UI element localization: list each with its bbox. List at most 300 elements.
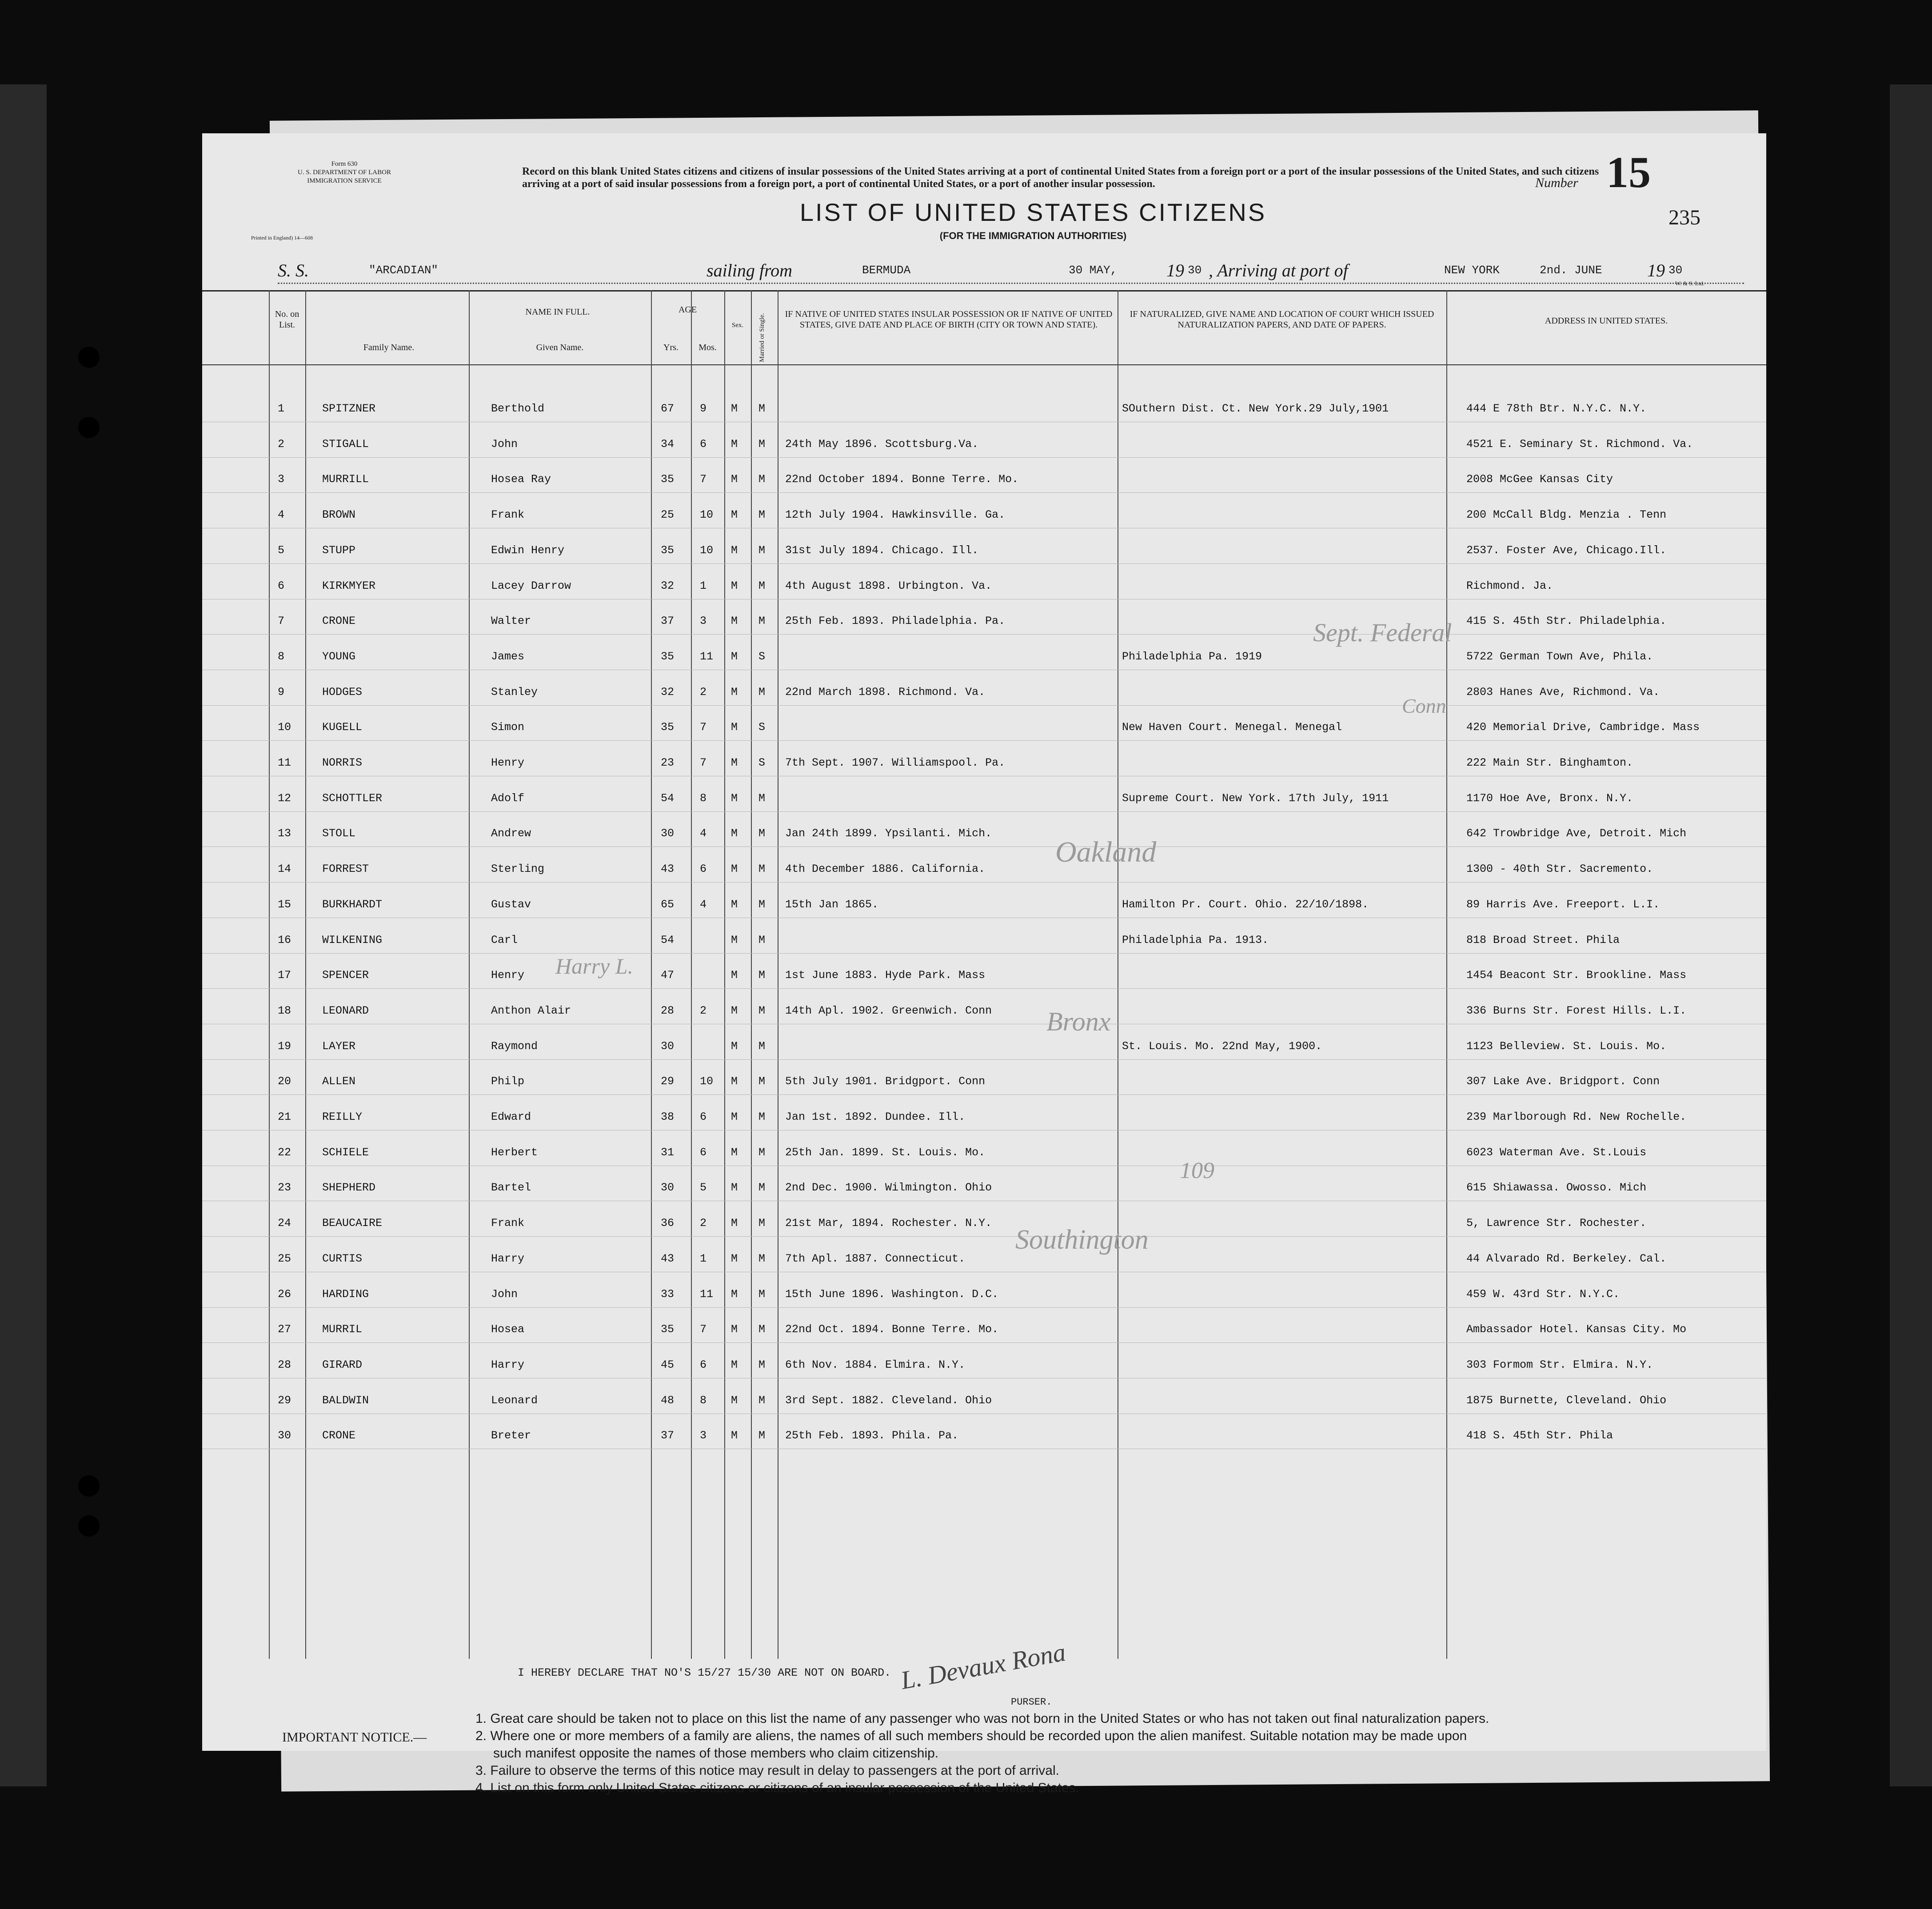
naturalization-info: St. Louis. Mo. 22nd May, 1900.	[1122, 1040, 1322, 1053]
arrival-port: NEW YORK	[1444, 264, 1500, 277]
us-address: 44 Alvarado Rd. Berkeley. Cal.	[1466, 1252, 1667, 1265]
age-months: 6	[700, 438, 707, 451]
birth-info: 22nd October 1894. Bonne Terre. Mo.	[785, 473, 1019, 486]
notice-item: 2. Where one or more members of a family are aliens, the names of all such members should be recorded upon the alien manifest. Suitable notation may be made upon	[475, 1729, 1467, 1743]
age-years: 35	[661, 1323, 675, 1336]
sex: M	[731, 615, 738, 627]
birth-info: 15th June 1896. Washington. D.C.	[785, 1288, 999, 1301]
row-rule	[202, 953, 1766, 954]
sex: M	[731, 579, 738, 592]
age-months: 3	[700, 1429, 707, 1442]
sailing-label: sailing from	[707, 260, 792, 280]
us-address: 89 Harris Ave. Freeport. L.I.	[1466, 898, 1660, 911]
age-years: 38	[661, 1110, 675, 1123]
sex: M	[731, 1004, 738, 1017]
row-number: 14	[278, 863, 291, 875]
family-name: REILLY	[322, 1110, 363, 1123]
sex: M	[731, 1358, 738, 1371]
family-name: HODGES	[322, 686, 363, 699]
us-address: 307 Lake Ave. Bridgport. Conn	[1466, 1075, 1660, 1088]
row-number: 7	[278, 615, 285, 627]
age-months: 1	[700, 579, 707, 592]
sex: M	[731, 1181, 738, 1194]
age-years: 35	[661, 544, 675, 557]
family-name: SPITZNER	[322, 402, 376, 415]
birth-info: 31st July 1894. Chicago. Ill.	[785, 544, 979, 557]
from-port: BERMUDA	[862, 264, 911, 277]
age-months: 6	[700, 1146, 707, 1159]
us-address: 2008 McGee Kansas City	[1466, 473, 1613, 486]
header-no-on-list: No. on List.	[275, 309, 299, 330]
row-number: 10	[278, 721, 291, 734]
notice-item: 4. List on this form only United States citizens or citizens of an insular possession of the United States.	[475, 1781, 1080, 1795]
age-months: 7	[700, 721, 707, 734]
header-sex: Sex.	[731, 322, 744, 329]
age-months: 8	[700, 792, 707, 805]
sex: M	[731, 508, 738, 521]
us-address: 239 Marlborough Rd. New Rochelle.	[1466, 1110, 1687, 1123]
row-number: 12	[278, 792, 291, 805]
age-years: 43	[661, 1252, 675, 1265]
row-number: 3	[278, 473, 285, 486]
us-address: 615 Shiawassa. Owosso. Mich	[1466, 1181, 1647, 1194]
marital-status: M	[758, 1323, 766, 1336]
marital-status: M	[758, 1429, 766, 1442]
given-name: Raymond	[491, 1040, 538, 1053]
age-years: 36	[661, 1217, 675, 1230]
age-years: 32	[661, 686, 675, 699]
sex: M	[731, 969, 738, 982]
given-name: Herbert	[491, 1146, 538, 1159]
age-years: 33	[661, 1288, 675, 1301]
birth-info: Jan 1st. 1892. Dundee. Ill.	[785, 1110, 966, 1123]
marital-status: M	[758, 1075, 766, 1088]
sex: M	[731, 1323, 738, 1336]
age-years: 25	[661, 508, 675, 521]
given-name: Harry	[491, 1358, 525, 1371]
marital-status: M	[758, 969, 766, 982]
record-instructions: Record on this blank United States citizens and citizens of insular possessions of the United States arriving at a port of continental United States from a foreign port or a port of the insular possessions of the United States, and such citizens arriving at a port of said insular possessions from a foreign port, a port of continental United States, or a port of another insular possession.	[522, 166, 1599, 190]
us-address: 818 Broad Street. Phila	[1466, 934, 1620, 947]
sex: M	[731, 792, 738, 805]
us-address: 5722 German Town Ave, Phila.	[1466, 650, 1653, 663]
row-number: 22	[278, 1146, 291, 1159]
sex: M	[731, 863, 738, 875]
birth-info: 4th August 1898. Urbington. Va.	[785, 579, 992, 592]
birth-info: 22nd March 1898. Richmond. Va.	[785, 686, 986, 699]
marital-status: M	[758, 1217, 766, 1230]
family-name: YOUNG	[322, 650, 356, 663]
given-name: Edwin Henry	[491, 544, 565, 557]
given-name: Berthold	[491, 402, 545, 415]
ss-label: S. S.	[278, 260, 309, 280]
birth-info: 4th December 1886. California.	[785, 863, 986, 875]
row-rule	[202, 988, 1766, 989]
marital-status: M	[758, 579, 766, 592]
us-address: 5, Lawrence Str. Rochester.	[1466, 1217, 1647, 1230]
given-name: Frank	[491, 508, 525, 521]
row-number: 2	[278, 438, 285, 451]
given-name: Philp	[491, 1075, 525, 1088]
handwritten-note: Bronx	[1046, 1007, 1111, 1036]
given-name: Edward	[491, 1110, 531, 1123]
header-naturalization: IF NATURALIZED, GIVE NAME AND LOCATION OF COURT WHICH ISSUED NATURALIZATION PAPERS, AND DATE OF PAPERS.	[1130, 309, 1434, 330]
printed-note: Printed in England) 14—608	[251, 235, 313, 241]
us-address: Ambassador Hotel. Kansas City. Mo	[1466, 1323, 1687, 1336]
given-name: Sterling	[491, 863, 545, 875]
naturalization-info: Philadelphia Pa. 1919	[1122, 650, 1262, 663]
us-address: 6023 Waterman Ave. St.Louis	[1466, 1146, 1647, 1159]
row-number: 13	[278, 827, 291, 840]
family-name: LAYER	[322, 1040, 356, 1053]
marital-status: M	[758, 1288, 766, 1301]
us-address: Richmond. Ja.	[1466, 579, 1553, 592]
age-years: 54	[661, 934, 675, 947]
sex: M	[731, 686, 738, 699]
naturalization-info: Hamilton Pr. Court. Ohio. 22/10/1898.	[1122, 898, 1369, 911]
birth-info: 25th Jan. 1899. St. Louis. Mo.	[785, 1146, 986, 1159]
notice-label: IMPORTANT NOTICE.—	[282, 1730, 427, 1745]
list-number: 15	[1606, 148, 1651, 197]
sailing-year: 30	[1188, 264, 1202, 277]
marital-status: M	[758, 473, 766, 486]
marital-status: M	[758, 686, 766, 699]
birth-info: 12th July 1904. Hawkinsville. Ga.	[785, 508, 1006, 521]
birth-info: 7th Apl. 1887. Connecticut.	[785, 1252, 966, 1265]
purser-signature: L. Devaux Rona	[898, 1637, 1068, 1695]
us-address: 1123 Belleview. St. Louis. Mo.	[1466, 1040, 1667, 1053]
sex: M	[731, 544, 738, 557]
marital-status: M	[758, 1004, 766, 1017]
row-number: 18	[278, 1004, 291, 1017]
notice-list	[475, 1710, 1764, 1797]
sex: M	[731, 402, 738, 415]
manifest-page	[202, 133, 1766, 1795]
row-rule	[202, 882, 1766, 883]
printer-code: W. & S. Ltd.	[1675, 280, 1704, 287]
age-years: 30	[661, 1181, 675, 1194]
marital-status: M	[758, 508, 766, 521]
sex: M	[731, 827, 738, 840]
form-service: IMMIGRATION SERVICE	[307, 177, 382, 184]
marital-status: M	[758, 438, 766, 451]
row-number: 24	[278, 1217, 291, 1230]
family-name: HARDING	[322, 1288, 369, 1301]
age-months: 6	[700, 1358, 707, 1371]
marital-status: M	[758, 544, 766, 557]
row-number: 15	[278, 898, 291, 911]
handwritten-note: Southington	[1015, 1225, 1149, 1255]
marital-status: M	[758, 1394, 766, 1407]
family-name: LEONARD	[322, 1004, 369, 1017]
family-name: STIGALL	[322, 438, 369, 451]
sex: M	[731, 898, 738, 911]
age-months: 7	[700, 1323, 707, 1336]
marital-status: M	[758, 1146, 766, 1159]
us-address: 420 Memorial Drive, Cambridge. Mass	[1466, 721, 1700, 734]
row-number: 1	[278, 402, 285, 415]
sex: M	[731, 438, 738, 451]
birth-info: 15th Jan 1865.	[785, 898, 879, 911]
header-family-name: Family Name.	[363, 343, 415, 352]
notice-item: 3. Failure to observe the terms of this notice may result in delay to passengers at the port of arrival.	[475, 1763, 1059, 1778]
naturalization-info: Supreme Court. New York. 17th July, 1911	[1122, 792, 1389, 805]
given-name: John	[491, 1288, 518, 1301]
given-name: Harry	[491, 1252, 525, 1265]
row-number: 20	[278, 1075, 291, 1088]
family-name: STOLL	[322, 827, 356, 840]
birth-info: Jan 24th 1899. Ypsilanti. Mich.	[785, 827, 992, 840]
given-name: Hosea	[491, 1323, 525, 1336]
age-years: 37	[661, 615, 675, 627]
age-months: 5	[700, 1181, 707, 1194]
sheet-number: 235	[1669, 206, 1700, 229]
row-rule	[202, 563, 1766, 564]
age-months: 8	[700, 1394, 707, 1407]
given-name: Frank	[491, 1217, 525, 1230]
given-name: Anthon Alair	[491, 1004, 571, 1017]
age-months: 4	[700, 898, 707, 911]
given-name: Andrew	[491, 827, 531, 840]
ship-name: "ARCADIAN"	[369, 264, 439, 277]
family-name: SHEPHERD	[322, 1181, 376, 1194]
age-months: 2	[700, 1217, 707, 1230]
sex: M	[731, 1288, 738, 1301]
row-rule	[202, 1059, 1766, 1060]
handwritten-note: Harry L.	[555, 954, 634, 978]
marital-status: M	[758, 1110, 766, 1123]
row-rule	[202, 457, 1766, 458]
number-label: Number	[1535, 176, 1578, 190]
row-rule	[202, 1094, 1766, 1095]
row-number: 29	[278, 1394, 291, 1407]
age-months: 9	[700, 402, 707, 415]
scan-border-left	[0, 84, 47, 1786]
row-rule	[202, 634, 1766, 635]
sailing-date: 30 MAY,	[1069, 264, 1118, 277]
row-rule	[202, 705, 1766, 706]
marital-status: M	[758, 792, 766, 805]
birth-info: 1st June 1883. Hyde Park. Mass	[785, 969, 986, 982]
us-address: 2803 Hanes Ave, Richmond. Va.	[1466, 686, 1660, 699]
given-name: John	[491, 438, 518, 451]
us-address: 1170 Hoe Ave, Bronx. N.Y.	[1466, 792, 1633, 805]
sex: M	[731, 1252, 738, 1265]
us-address: 200 McCall Bldg. Menzia . Tenn	[1466, 508, 1667, 521]
page-title: LIST OF UNITED STATES CITIZENS	[799, 198, 1267, 226]
given-name: Simon	[491, 721, 525, 734]
age-months: 7	[700, 756, 707, 769]
naturalization-info: Philadelphia Pa. 1913.	[1122, 934, 1269, 947]
form-department: U. S. DEPARTMENT OF LABOR	[298, 169, 391, 176]
birth-info: 14th Apl. 1902. Greenwich. Conn	[785, 1004, 992, 1017]
row-number: 6	[278, 579, 285, 592]
marital-status: S	[758, 721, 766, 734]
family-name: GIRARD	[322, 1358, 363, 1371]
purser-label: PURSER.	[1011, 1697, 1052, 1708]
notice-item: such manifest opposite the names of those members who claim citizenship.	[493, 1746, 939, 1761]
age-years: 48	[661, 1394, 675, 1407]
family-name: SCHOTTLER	[322, 792, 383, 805]
handwritten-note: Sept. Federal	[1313, 618, 1452, 647]
us-address: 2537. Foster Ave, Chicago.Ill.	[1466, 544, 1667, 557]
sex: M	[731, 650, 738, 663]
age-months: 11	[700, 1288, 714, 1301]
arrival-date: 2nd. JUNE	[1540, 264, 1602, 277]
marital-status: M	[758, 1358, 766, 1371]
given-name: Adolf	[491, 792, 525, 805]
age-years: 28	[661, 1004, 675, 1017]
given-name: Leonard	[491, 1394, 538, 1407]
age-years: 54	[661, 792, 675, 805]
row-number: 4	[278, 508, 285, 521]
given-name: Bartel	[491, 1181, 531, 1194]
age-years: 30	[661, 1040, 675, 1053]
birth-info: 3rd Sept. 1882. Cleveland. Ohio	[785, 1394, 992, 1407]
row-rule	[202, 1236, 1766, 1237]
age-months: 6	[700, 1110, 707, 1123]
age-months: 1	[700, 1252, 707, 1265]
family-name: BALDWIN	[322, 1394, 369, 1407]
header-given-name: Given Name.	[536, 343, 584, 352]
marital-status: M	[758, 1181, 766, 1194]
sex: M	[731, 1146, 738, 1159]
marital-status: S	[758, 650, 766, 663]
age-years: 34	[661, 438, 675, 451]
us-address: 418 S. 45th Str. Phila	[1466, 1429, 1613, 1442]
family-name: CRONE	[322, 1429, 356, 1442]
age-months: 4	[700, 827, 707, 840]
sex: M	[731, 721, 738, 734]
row-number: 17	[278, 969, 291, 982]
age-months: 11	[700, 650, 714, 663]
age-years: 29	[661, 1075, 675, 1088]
birth-info: 2nd Dec. 1900. Wilmington. Ohio	[785, 1181, 992, 1194]
age-months: 3	[700, 615, 707, 627]
header-birth-info: IF NATIVE OF UNITED STATES INSULAR POSSESSION OR IF NATIVE OF UNITED STATES, GIVE DATE AND PLACE OF BIRTH (CITY OR TOWN AND STATE).	[785, 309, 1113, 330]
row-number: 5	[278, 544, 285, 557]
age-years: 35	[661, 473, 675, 486]
given-name: Stanley	[491, 686, 538, 699]
naturalization-info: SOuthern Dist. Ct. New York.29 July,1901	[1122, 402, 1389, 415]
age-months: 2	[700, 1004, 707, 1017]
row-number: 9	[278, 686, 285, 699]
row-rule	[202, 492, 1766, 493]
given-name: Walter	[491, 615, 531, 627]
given-name: Henry	[491, 756, 525, 769]
age-years: 43	[661, 863, 675, 875]
given-name: Hosea Ray	[491, 473, 551, 486]
given-name: Henry	[491, 969, 525, 982]
us-address: 336 Burns Str. Forest Hills. L.I.	[1466, 1004, 1687, 1017]
row-rule	[202, 1342, 1766, 1343]
age-years: 35	[661, 721, 675, 734]
given-name: Lacey Darrow	[491, 579, 571, 592]
family-name: KIRKMYER	[322, 579, 376, 592]
row-rule	[202, 1307, 1766, 1308]
sex: M	[731, 1394, 738, 1407]
arriving-label: , Arriving at port of	[1209, 260, 1348, 280]
header-age-months: Mos.	[699, 343, 717, 352]
header-address: ADDRESS IN UNITED STATES.	[1545, 316, 1668, 326]
family-name: MURRILL	[322, 473, 369, 486]
family-name: BURKHARDT	[322, 898, 383, 911]
handwritten-note: Conn	[1402, 695, 1446, 717]
birth-info: 22nd Oct. 1894. Bonne Terre. Mo.	[785, 1323, 999, 1336]
age-years: 31	[661, 1146, 675, 1159]
sex: M	[731, 756, 738, 769]
given-name: Carl	[491, 934, 518, 947]
us-address: 222 Main Str. Binghamton.	[1466, 756, 1633, 769]
us-address: 415 S. 45th Str. Philadelphia.	[1466, 615, 1667, 627]
row-number: 26	[278, 1288, 291, 1301]
row-number: 11	[278, 756, 291, 769]
age-months: 10	[700, 508, 714, 521]
age-years: 30	[661, 827, 675, 840]
punch-hole	[78, 1475, 100, 1497]
sex: M	[731, 934, 738, 947]
row-number: 21	[278, 1110, 291, 1123]
birth-info: 24th May 1896. Scottsburg.Va.	[785, 438, 979, 451]
age-years: 67	[661, 402, 675, 415]
marital-status: M	[758, 898, 766, 911]
birth-info: 21st Mar, 1894. Rochester. N.Y.	[785, 1217, 992, 1230]
family-name: FORREST	[322, 863, 369, 875]
family-name: SPENCER	[322, 969, 369, 982]
marital-status: M	[758, 863, 766, 875]
marital-status: M	[758, 1040, 766, 1053]
naturalization-info: New Haven Court. Menegal. Menegal	[1122, 721, 1342, 734]
family-name: WILKENING	[322, 934, 383, 947]
birth-info: 5th July 1901. Bridgport. Conn	[785, 1075, 986, 1088]
family-name: BROWN	[322, 508, 356, 521]
us-address: 1300 - 40th Str. Sacremento.	[1466, 863, 1653, 875]
age-years: 32	[661, 579, 675, 592]
us-address: 1875 Burnette, Cleveland. Ohio	[1466, 1394, 1667, 1407]
marital-status: M	[758, 615, 766, 627]
row-rule	[202, 811, 1766, 812]
family-name: NORRIS	[322, 756, 363, 769]
birth-info: 6th Nov. 1884. Elmira. N.Y.	[785, 1358, 966, 1371]
us-address: 642 Trowbridge Ave, Detroit. Mich	[1466, 827, 1687, 840]
marital-status: M	[758, 1252, 766, 1265]
header-married-single: Married or Single.	[758, 313, 766, 362]
given-name: Breter	[491, 1429, 531, 1442]
row-number: 16	[278, 934, 291, 947]
family-name: MURRIL	[322, 1323, 363, 1336]
row-number: 23	[278, 1181, 291, 1194]
marital-status: S	[758, 756, 766, 769]
sex: M	[731, 1217, 738, 1230]
sex: M	[731, 1110, 738, 1123]
marital-status: M	[758, 934, 766, 947]
header-age: AGE	[678, 305, 697, 315]
row-number: 19	[278, 1040, 291, 1053]
marital-status: M	[758, 827, 766, 840]
age-years: 37	[661, 1429, 675, 1442]
given-name: James	[491, 650, 525, 663]
us-address: 444 E 78th Btr. N.Y.C. N.Y.	[1466, 402, 1647, 415]
age-years: 45	[661, 1358, 675, 1371]
family-name: KUGELL	[322, 721, 363, 734]
birth-info: 7th Sept. 1907. Williamspool. Pa.	[785, 756, 1006, 769]
family-name: ALLEN	[322, 1075, 356, 1088]
arrival-year: 30	[1669, 264, 1683, 277]
scan-border-right	[1890, 84, 1932, 1786]
marital-status: M	[758, 402, 766, 415]
birth-info: 25th Feb. 1893. Philadelphia. Pa.	[785, 615, 1006, 627]
header-name-in-full: NAME IN FULL.	[525, 307, 590, 317]
